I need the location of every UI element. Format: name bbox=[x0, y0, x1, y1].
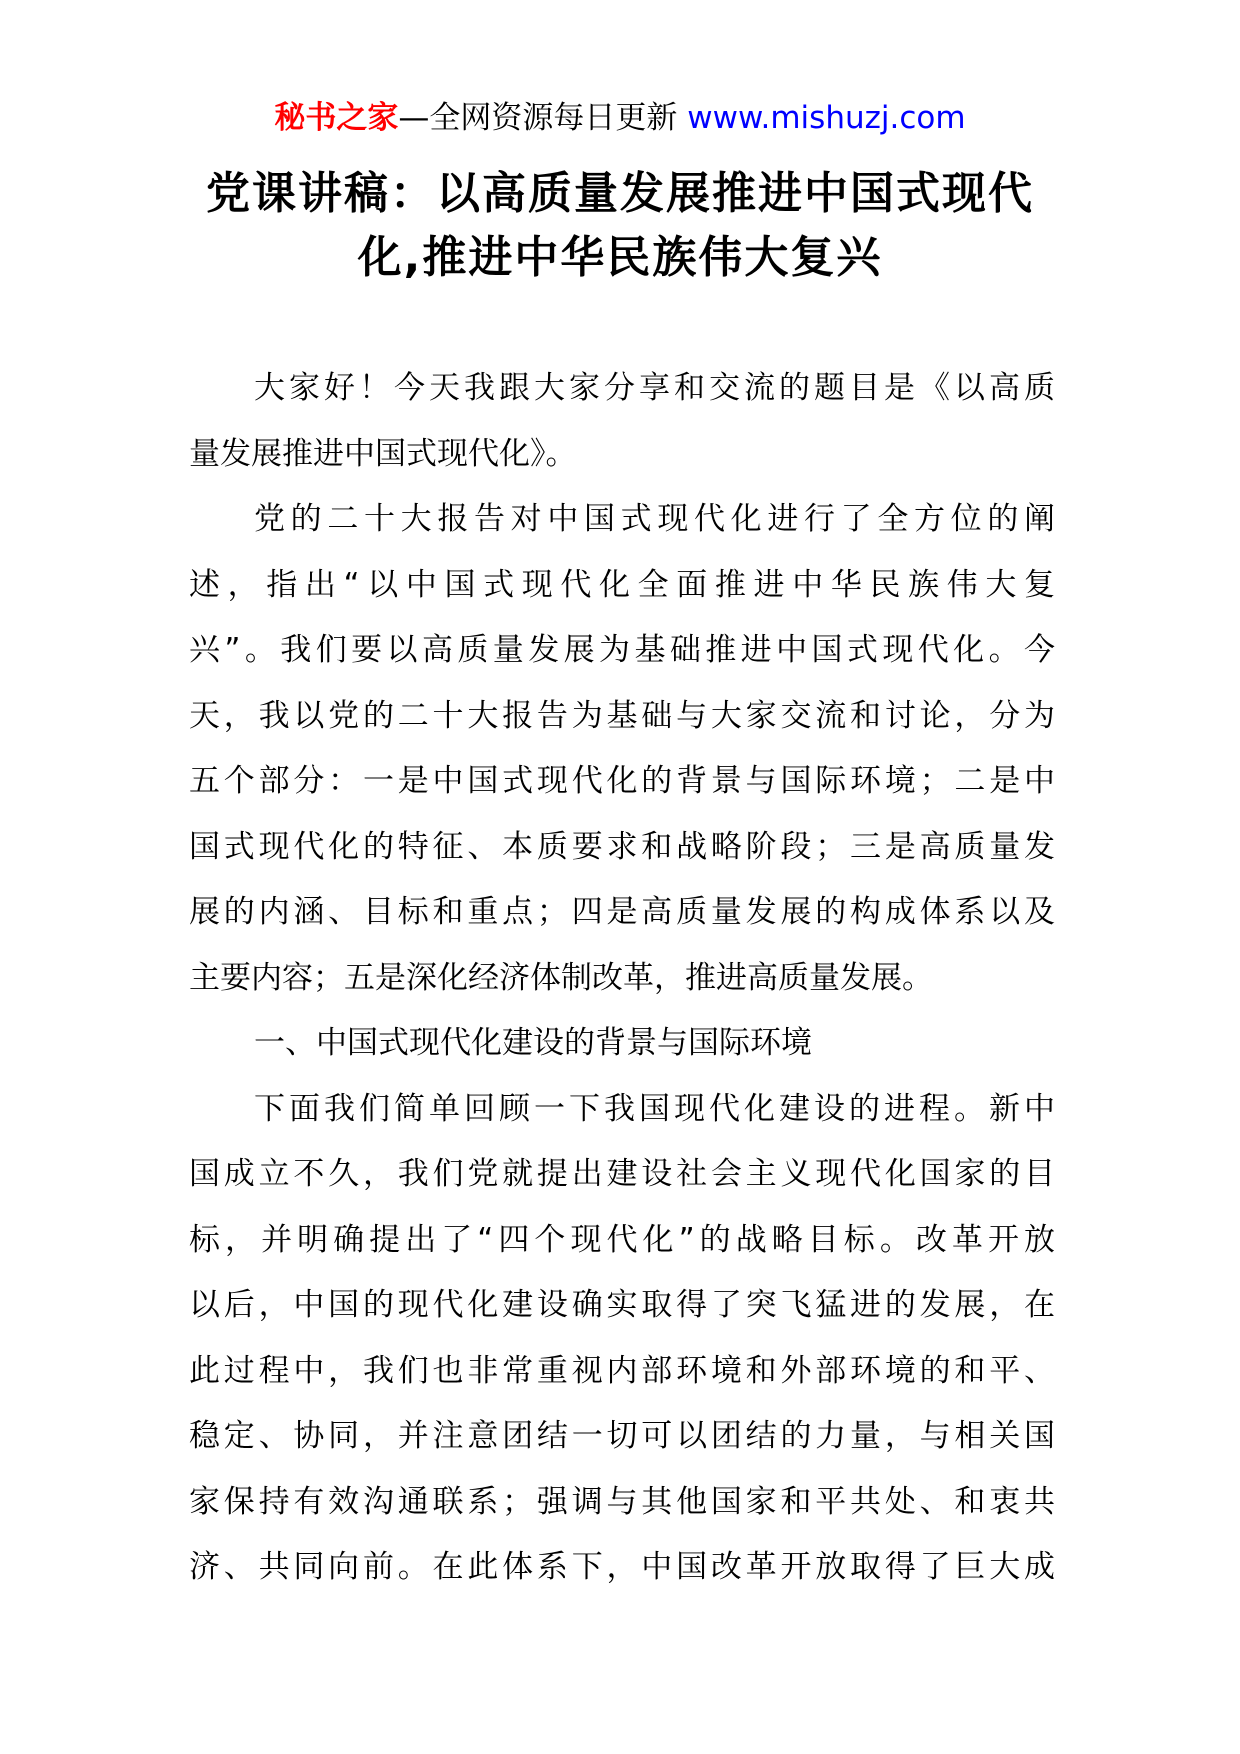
paragraph-line: 天，我以党的二十大报告为基础与大家交流和讨论，分为 bbox=[189, 697, 1055, 734]
paragraph-line: 稳定、协同，并注意团结一切可以团结的力量，与相关国 bbox=[189, 1418, 1055, 1454]
paragraph-line: 下面我们简单回顾一下我国现代化建设的进程。新中 bbox=[254, 1090, 1055, 1127]
paragraph-line: 此过程中，我们也非常重视内部环境和外部环境的和平、 bbox=[189, 1352, 1055, 1389]
paragraph-line: 量发展推进中国式现代化》。 bbox=[189, 435, 577, 472]
title-line-2: 化,推进中华民族伟大复兴 bbox=[357, 232, 883, 283]
paragraph-line: 大家好！今天我跟大家分享和交流的题目是《以高质 bbox=[254, 370, 1055, 406]
title-line-1: 党课讲稿：以高质量发展推进中国式现代 bbox=[206, 168, 1034, 219]
paragraph-line: 展的内涵、目标和重点；四是高质量发展的构成体系以及 bbox=[189, 894, 1055, 930]
paragraph-line: 党的二十大报告对中国式现代化进行了全方位的阐 bbox=[254, 501, 1055, 537]
paragraph-line: 兴”。我们要以高质量发展为基础推进中国式现代化。今 bbox=[189, 632, 1055, 668]
site-brand: 秘书之家 bbox=[274, 100, 399, 136]
paragraph-line: 五个部分：一是中国式现代化的背景与国际环境；二是中 bbox=[189, 763, 1055, 799]
paragraph-line: 主要内容；五是深化经济体制改革，推进高质量发展。 bbox=[189, 959, 933, 996]
site-url-link[interactable]: www.mishuzj.com bbox=[687, 100, 966, 136]
paragraph-line: 济、共同向前。在此体系下，中国改革开放取得了巨大成 bbox=[189, 1549, 1055, 1585]
site-tagline: —全网资源每日更新 bbox=[398, 100, 688, 136]
site-header bbox=[0, 98, 1240, 138]
section-heading: 一、中国式现代化建设的背景与国际环境 bbox=[254, 1025, 812, 1061]
paragraph-line: 述，指出“以中国式现代化全面推进中华民族伟大复 bbox=[189, 566, 1055, 603]
paragraph-line: 国成立不久，我们党就提出建设社会主义现代化国家的目 bbox=[189, 1156, 1055, 1192]
document-title bbox=[150, 162, 1090, 290]
paragraph-line: 家保持有效沟通联系；强调与其他国家和平共处、和衷共 bbox=[189, 1483, 1055, 1520]
paragraph-line: 以后，中国的现代化建设确实取得了突飞猛进的发展，在 bbox=[189, 1287, 1055, 1323]
paragraph-line: 国式现代化的特征、本质要求和战略阶段；三是高质量发 bbox=[189, 828, 1055, 865]
paragraph-line: 标，并明确提出了“四个现代化”的战略目标。改革开放 bbox=[189, 1221, 1055, 1258]
document-body bbox=[189, 356, 1055, 1601]
